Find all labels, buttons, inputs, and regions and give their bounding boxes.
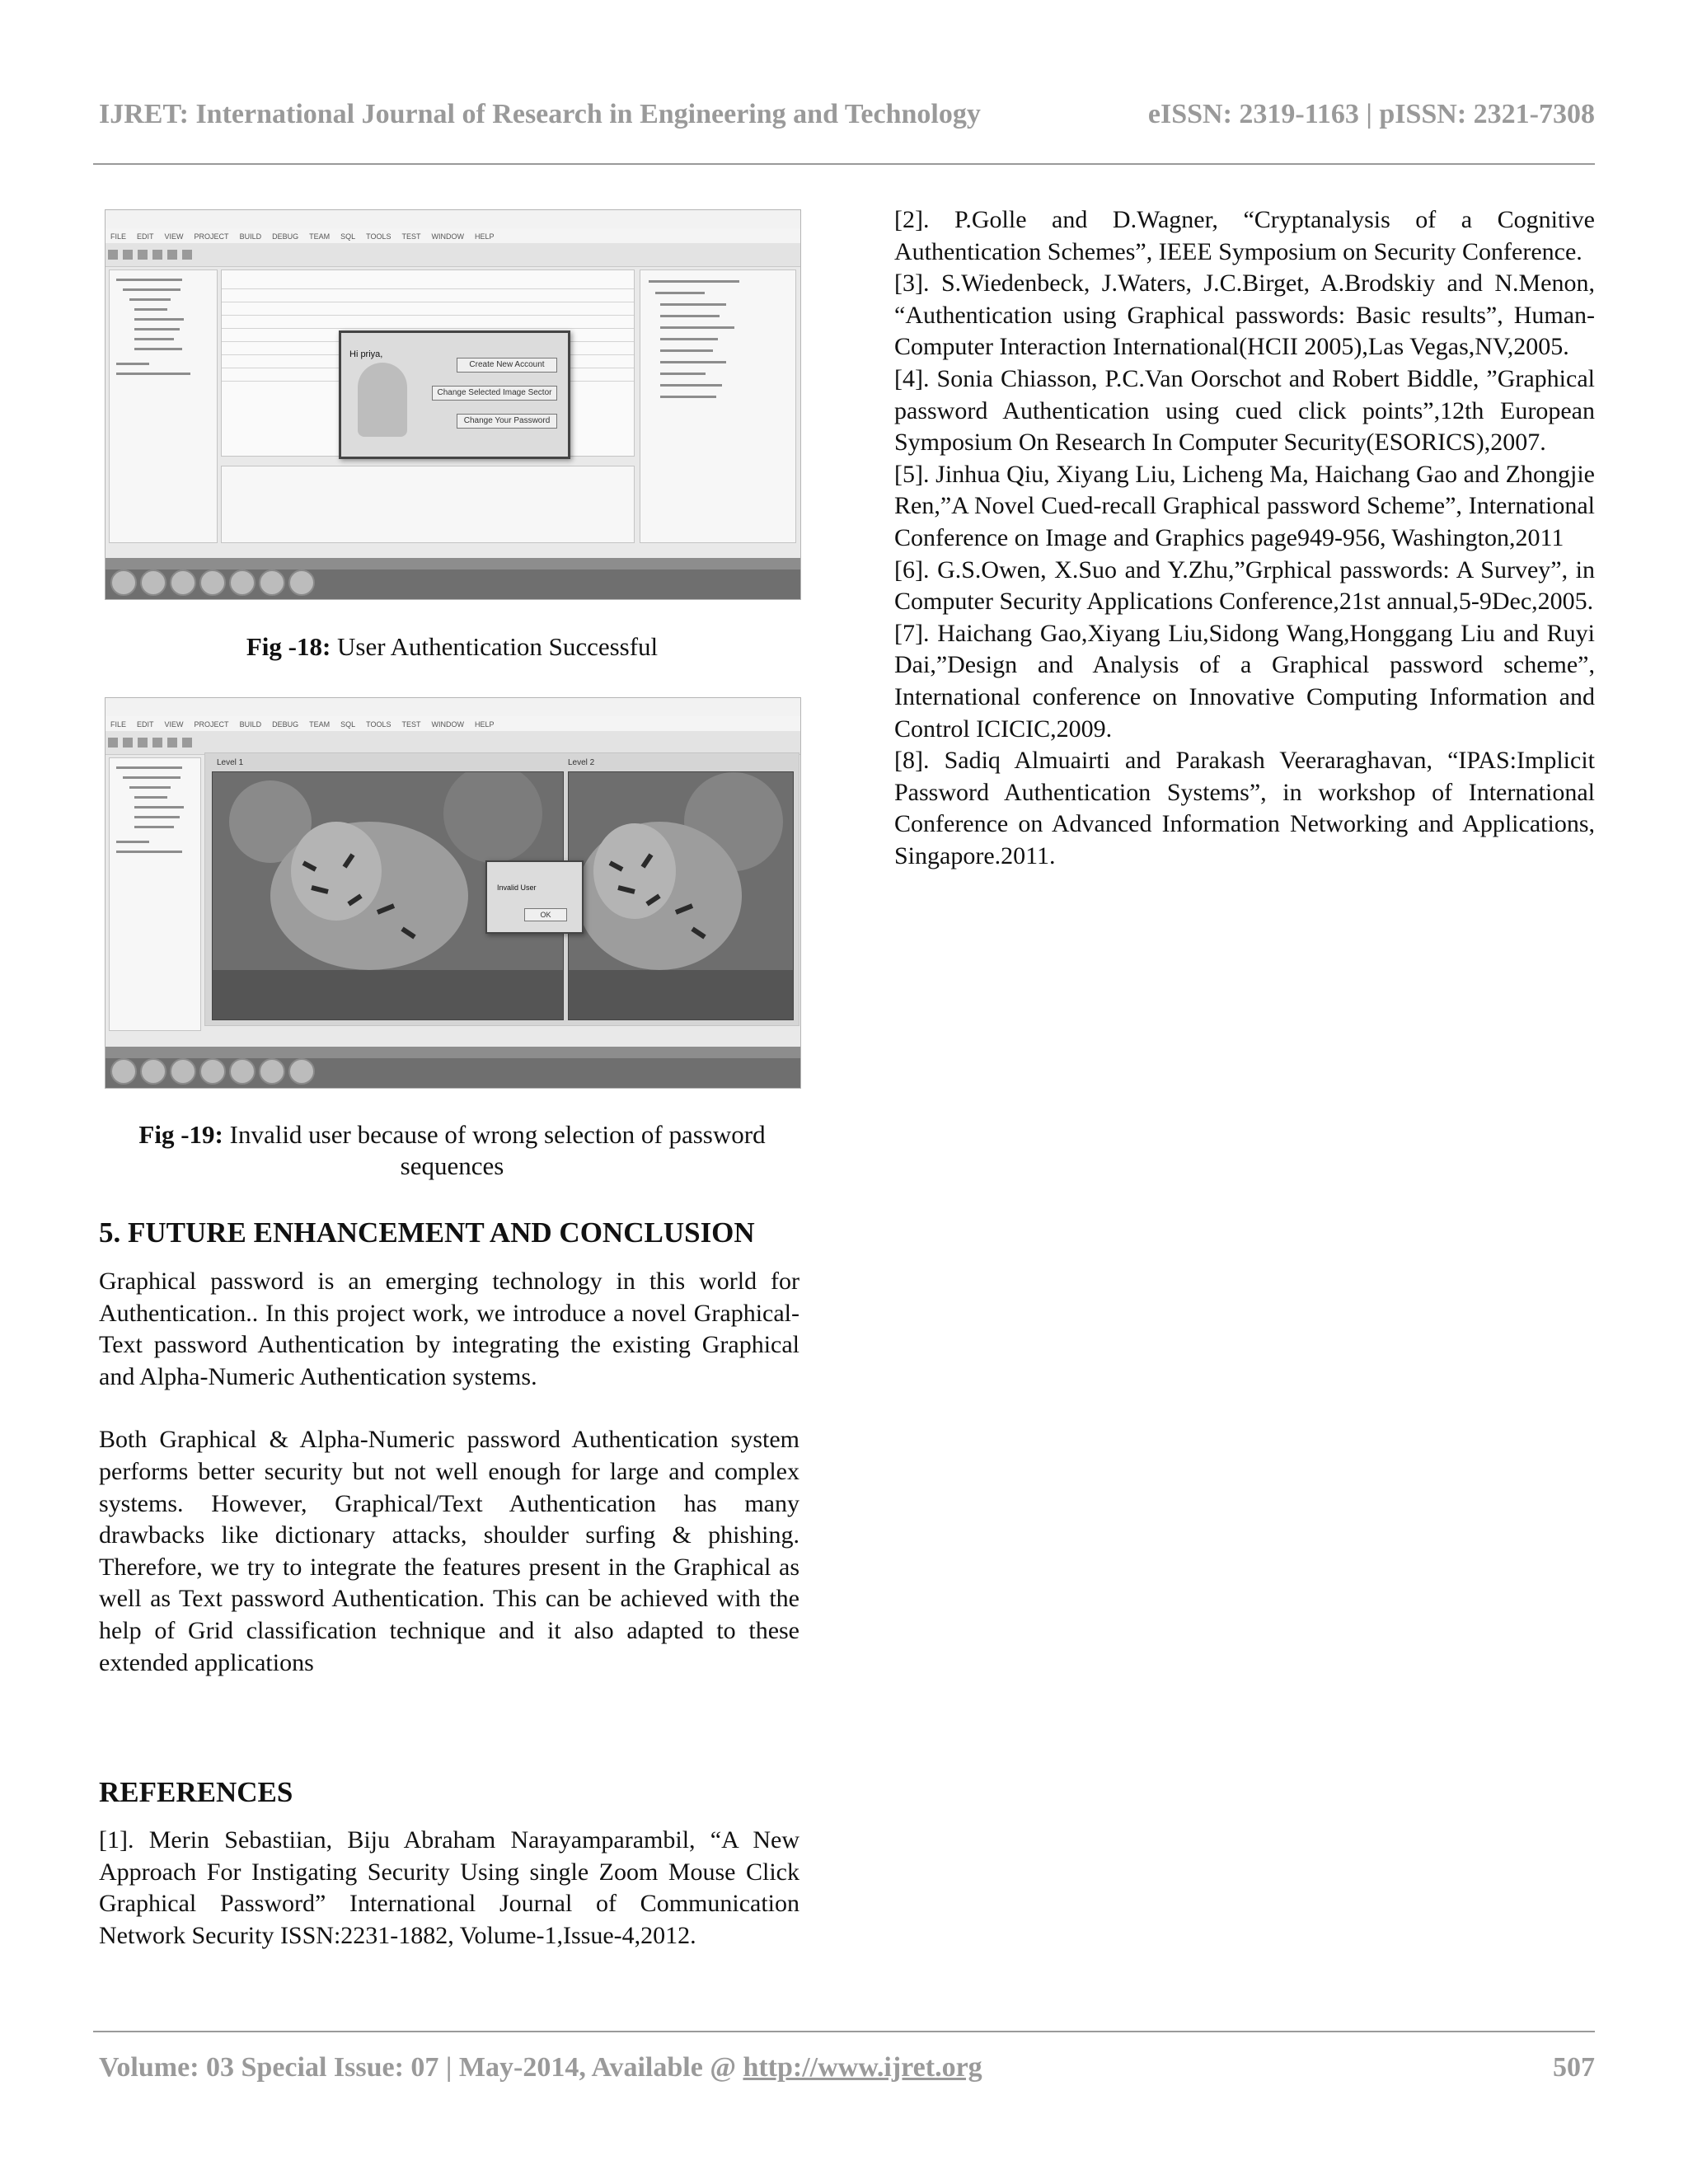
- references-right-column: [894, 204, 1595, 872]
- section-5-paragraph-1: Graphical password is an emerging technology in this world for Authentication.. In this project work, we introduce a novel Graphical-Text password Authentication by integrating the existing Graphical and Alpha-Numeric Authentication systems.: [99, 1268, 799, 1390]
- ie-icon: [140, 1058, 166, 1085]
- reference-3: [3]. S.Wiedenbeck, J.Waters, J.C.Birget, A.Brodskiy and N.Menon, “Authentication using Graphical passwords: Basic results”, Human-Computer Interaction International(HCII 2005),Las Vegas,NV,2005.: [894, 269, 1595, 361]
- issn-label: eISSN: 2319-1163 | pISSN: 2321-7308: [1147, 99, 1595, 129]
- paint-icon: [259, 569, 285, 596]
- reference-7: [7]. Haichang Gao,Xiyang Liu,Sidong Wang,Honggang Liu and Ruyi Dai,”Design and Analysis of a Graphical password scheme”, International conference on Innovative Computing Information and Control ICICIC,2009.: [894, 619, 1595, 743]
- section-5-paragraph-2: Both Graphical & Alpha-Numeric password Authentication system performs better security but not well enough for large and complex systems. However, Graphical/Text Authentication has many drawbacks like dictionary attacks, shoulder surfing & phishing. Therefore, we try to integrate the features present in the Graphical as well as Text password Authentication. This can be achieved with the help of Grid classification technique and it also adapted to these extended applications: [99, 1426, 799, 1676]
- greeting-label: Hi priya,: [349, 349, 383, 359]
- footer-url-link[interactable]: http://www.ijret.org: [743, 2052, 982, 2083]
- figure-19-caption: [105, 1119, 799, 1182]
- server-explorer-panel: [109, 269, 218, 543]
- create-account-button[interactable]: Create New Account: [457, 358, 557, 373]
- figure-18-caption: [105, 632, 799, 662]
- references-title: REFERENCES: [99, 1776, 293, 1808]
- reference-1: [1]. Merin Sebastiian, Biju Abraham Narayamparambil, “A New Approach For Instigating Security Using single Zoom Mouse Click Graphical Password” International Journal of Communication Network Security ISSN:2231-1882, Volume-1,Issue-4,2012.: [99, 1826, 799, 1949]
- visual-studio-icon: [170, 1058, 196, 1085]
- search-icon: [229, 1058, 256, 1085]
- ide-menubar: FILE EDIT VIEW PROJECT BUILD DEBUG TEAM SQL TOOLS TEST WINDOW HELP: [106, 716, 800, 731]
- tiger-image-right[interactable]: [568, 771, 794, 1020]
- figure-19-screenshot: [105, 697, 801, 1089]
- server-explorer-panel: [109, 757, 201, 1031]
- visual-studio-icon: [170, 569, 196, 596]
- windows-taskbar: [106, 569, 800, 599]
- ide-menubar: FILE EDIT VIEW PROJECT BUILD DEBUG TEAM SQL TOOLS TEST WINDOW HELP: [106, 228, 800, 243]
- footer-volume-text: Volume: 03 Special Issue: 07 | May-2014, Available @: [99, 2052, 743, 2083]
- ide-statusbar: [106, 1047, 800, 1058]
- start-icon: [110, 1058, 137, 1085]
- media-icon: [199, 1058, 226, 1085]
- header-rule: [93, 163, 1595, 165]
- form-dialog: [339, 330, 570, 459]
- ide-toolbar: [106, 731, 800, 755]
- section-5-title: 5. FUTURE ENHANCEMENT AND CONCLUSION: [99, 1216, 755, 1249]
- references-left-column: [99, 1825, 799, 1952]
- section-5-body: [99, 1266, 799, 1679]
- image-selection-window: [204, 752, 799, 1026]
- footer-volume: [99, 2052, 982, 2083]
- change-password-button[interactable]: Change Your Password: [457, 414, 557, 429]
- figure-18-screenshot: [105, 209, 801, 600]
- ok-button[interactable]: OK: [524, 908, 567, 921]
- journal-title: IJRET: International Journal of Research in Engineering and Technology: [99, 99, 981, 129]
- ie-icon: [140, 569, 166, 596]
- level-2-label: Level 2: [568, 758, 595, 767]
- reference-5: [5]. Jinhua Qiu, Xiyang Liu, Licheng Ma, Haichang Gao and Zhongjie Ren,”A Novel Cued-recall Graphical password Scheme”, International Conference on Image and Graphics page949-956, Washington,2011: [894, 460, 1595, 551]
- figure-18-text: User Authentication Successful: [337, 632, 659, 661]
- output-panel: [221, 466, 635, 543]
- reference-4: [4]. Sonia Chiasson, P.C.Van Oorschot and Robert Biddle, ”Graphical password Authentication using cued click points”,12th European Symposium On Research In Computer Security(ESORICS),2007.: [894, 364, 1595, 457]
- folder-icon: [288, 569, 315, 596]
- search-icon: [229, 569, 256, 596]
- solution-explorer-panel: [640, 269, 796, 543]
- ide-statusbar: [106, 558, 800, 569]
- reference-6: [6]. G.S.Owen, X.Suo and Y.Zhu,”Grphical passwords: A Survey”, in Computer Security Applications Conference,21st annual,5-9Dec,2005.: [894, 555, 1595, 616]
- folder-icon: [288, 1058, 315, 1085]
- reference-8: [8]. Sadiq Almuairti and Parakash Veeraraghavan, “IPAS:Implicit Password Authentication Systems”, in workshop of International Conference on Advanced Information Networking and Applications, Singapore.2011.: [894, 747, 1595, 869]
- level-1-label: Level 1: [217, 758, 244, 767]
- ide-titlebar: [106, 210, 800, 229]
- figure-18-label: Fig -18:: [246, 632, 331, 661]
- media-icon: [199, 569, 226, 596]
- figure-19-label: Fig -19:: [138, 1120, 223, 1149]
- figure-19-text: Invalid user because of wrong selection of password sequences: [229, 1120, 766, 1180]
- robot-avatar: [358, 363, 407, 437]
- invalid-user-dialog: [485, 860, 584, 934]
- reference-2: [2]. P.Golle and D.Wagner, “Cryptanalysis of a Cognitive Authentication Schemes”, IEEE Symposium on Security Conference.: [894, 206, 1595, 265]
- windows-taskbar: [106, 1058, 800, 1088]
- ide-toolbar: [106, 243, 800, 267]
- ide-titlebar: [106, 698, 800, 717]
- paint-icon: [259, 1058, 285, 1085]
- change-sector-button[interactable]: Change Selected Image Sector: [432, 386, 557, 401]
- page-number: 507: [1553, 2052, 1595, 2083]
- invalid-user-message: Invalid User: [497, 883, 537, 892]
- footer-rule: [93, 2031, 1595, 2032]
- start-icon: [110, 569, 137, 596]
